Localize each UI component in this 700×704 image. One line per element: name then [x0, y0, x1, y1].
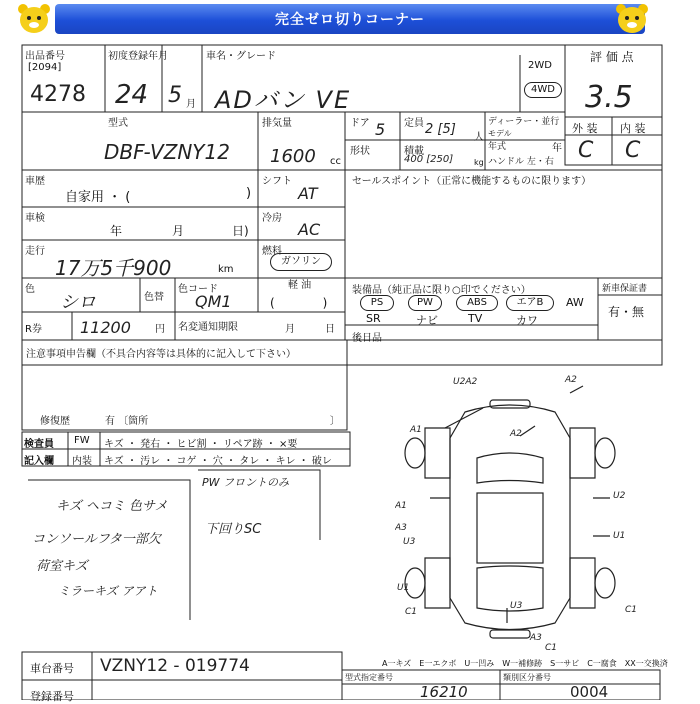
- warranty-label: 新車保証書: [602, 284, 648, 294]
- equip-sr: SR: [366, 312, 381, 325]
- model-label: 型式: [108, 118, 128, 129]
- drive-2wd: 2WD: [528, 60, 552, 71]
- score-value: 3.5: [585, 80, 633, 115]
- dealer-label: ディーラー・並行: [488, 117, 560, 127]
- color-code: QM1: [195, 292, 232, 311]
- shape-label: 形状: [350, 146, 370, 157]
- mark-a1-front: A1: [410, 425, 422, 435]
- mark-c1-right: C1: [625, 605, 638, 615]
- notice-day: 日: [325, 324, 335, 335]
- capacity-label: 定員: [404, 118, 424, 129]
- equip-airbag: エアB: [506, 295, 554, 311]
- cooling-label: 冷房: [262, 213, 282, 224]
- damage-legend: A一キズ E一エクボ U一凹み W一補修跡 S一サビ C一腐食 XX一交換済: [382, 659, 668, 668]
- handle-label: ハンドル 左・右: [488, 157, 554, 167]
- repair-value: 有 〔箇所: [105, 416, 149, 427]
- inspector-fw: FW: [74, 435, 90, 446]
- equipment-label: 装備品（純正品に限り○印でください）: [352, 285, 531, 296]
- inspection-year: 年: [110, 224, 123, 238]
- warranty-value: 有・無: [608, 305, 645, 319]
- mark-c1-left: C1: [405, 607, 418, 617]
- mark-a2-top: A2: [565, 375, 577, 385]
- recycle-label: R券: [25, 324, 42, 335]
- reg-month: 5: [168, 83, 182, 108]
- car-damage-diagram: [395, 368, 655, 658]
- fuel-paren: ( ): [270, 296, 328, 310]
- mark-u1-left: U1: [397, 583, 410, 593]
- selling-points-label: セールスポイント（正常に機能するものに限ります）: [352, 176, 592, 187]
- note-right-top: PW フロントのみ: [202, 476, 290, 489]
- mark-a3: A3: [395, 523, 407, 533]
- color-label: 色: [25, 284, 35, 295]
- mark-u3-rear: U3: [510, 601, 523, 611]
- car-label: 車名・グレード: [206, 51, 276, 62]
- mark-a1-side: A1: [395, 501, 407, 511]
- lot-label: 出品番号: [25, 51, 65, 62]
- inspector-interior: 内装: [72, 456, 92, 467]
- inspector-label1: 検査員: [24, 439, 54, 450]
- mark-u1-right: U1: [613, 531, 626, 541]
- note-left-3: 荷室キズ: [36, 559, 88, 574]
- fuel-label: 燃料: [262, 246, 282, 257]
- load-unit: kg: [474, 158, 484, 167]
- reg-year: 24: [115, 80, 149, 110]
- mark-c1-rear: C1: [545, 643, 558, 653]
- history-value: 自家用 ・ (: [65, 190, 131, 205]
- color-value: シロ: [60, 292, 96, 313]
- mileage-unit: km: [218, 264, 234, 275]
- doors-label: ドア: [350, 118, 370, 129]
- inspector-label2: 記入欄: [24, 456, 54, 467]
- chassis-label: 車台番号: [30, 662, 74, 675]
- exterior-label: 外 装: [572, 122, 598, 135]
- equip-leather: カワ: [516, 314, 538, 327]
- shift-value: AT: [298, 184, 318, 203]
- header-title: 完全ゼロ切りコーナー: [275, 12, 425, 28]
- class-value: 0004: [570, 683, 609, 701]
- equip-abs: ABS: [456, 295, 498, 311]
- inspector-int-items: キズ ・ 汚レ ・ コゲ ・ 穴 ・ タレ ・ キレ ・ 破レ: [104, 456, 332, 467]
- mark-u3-side: U3: [403, 537, 416, 547]
- note-left-2: コンソールフタ一部欠: [32, 532, 161, 547]
- mark-a2-hood: A2: [510, 429, 522, 439]
- model-value: DBF-VZNY12: [104, 140, 230, 164]
- engine-value: 1600: [270, 146, 316, 167]
- engine-label: 排気量: [262, 118, 292, 129]
- capacity-unit: 人: [474, 132, 484, 143]
- recycle-unit: 円: [155, 324, 165, 335]
- capacity-value: 2 [5]: [425, 122, 456, 137]
- interior-label: 内 装: [620, 122, 646, 135]
- shift-label: シフト: [262, 176, 292, 187]
- notice-month: 月: [285, 324, 295, 335]
- designation-label: 型式指定番号: [345, 673, 393, 682]
- load-label: 積載: [404, 146, 424, 157]
- repair-label: 修復歴: [40, 416, 70, 427]
- exterior-grade: C: [578, 138, 594, 163]
- equip-ps: PS: [360, 295, 394, 311]
- car-name: ADバン VE: [215, 86, 352, 114]
- lot-number: 4278: [30, 82, 86, 107]
- equip-navi: ナビ: [416, 314, 438, 327]
- note-right-mid: 下回りSC: [205, 522, 262, 537]
- registration-label: 登録番号: [30, 690, 74, 703]
- mark-u2: U2: [613, 491, 626, 501]
- reg-month-unit: 月: [186, 99, 196, 110]
- after-label: 後日品: [352, 333, 382, 344]
- recycle-value: 11200: [80, 318, 131, 337]
- mileage-value: 17万5千900: [55, 256, 172, 280]
- caution-label: 注意事項申告欄（不具合内容等は具体的に記入して下さい）: [26, 349, 296, 360]
- equip-tv: TV: [468, 312, 483, 325]
- drive-4wd-circled: 4WD: [524, 82, 562, 98]
- color-changed-label: 色替: [144, 292, 164, 303]
- history-label: 車歴: [25, 176, 45, 187]
- mark-u2a2: U2A2: [453, 377, 478, 387]
- designation-value: 16210: [420, 683, 468, 701]
- model-year-unit: 年: [552, 143, 562, 154]
- chassis-value: VZNY12 - 019774: [100, 656, 250, 676]
- repair-close: 〕: [330, 416, 340, 427]
- inspection-month: 月: [172, 224, 185, 238]
- score-label: 評 価 点: [590, 50, 634, 64]
- notice-label: 名変通知期限: [178, 322, 238, 333]
- inspection-day: 日): [232, 224, 249, 238]
- inspection-label: 車検: [25, 213, 45, 224]
- equip-aw: AW: [566, 296, 584, 309]
- model-year-label2: 年式: [488, 142, 507, 152]
- fuel-diesel: 軽 油: [288, 280, 312, 291]
- cooling-value: AC: [298, 220, 321, 239]
- class-label: 類別区分番号: [503, 673, 551, 682]
- model-year-label1: モデル: [488, 129, 512, 138]
- reg-label: 初度登録年月: [108, 51, 168, 62]
- doors-value: 5: [375, 120, 386, 139]
- mark-a3-rear: A3: [530, 633, 542, 643]
- mileage-label: 走行: [25, 246, 45, 257]
- note-left-4: ミラーキズ アアト: [58, 584, 158, 598]
- load-value: 400 [250]: [404, 154, 454, 165]
- note-left-1: キズ ヘコミ 色サメ: [56, 499, 168, 514]
- equip-pw: PW: [408, 295, 442, 311]
- engine-unit: cc: [330, 156, 341, 167]
- history-close: ): [246, 186, 252, 201]
- inspector-fw-items: キズ ・ 発右 ・ ヒビ割 ・ リペア跡 ・ ×要: [104, 439, 298, 450]
- lot-session: [2094]: [28, 62, 62, 73]
- color-code-label: 色コード: [178, 284, 218, 295]
- interior-grade: C: [625, 138, 641, 163]
- fuel-gasoline-circled: ガソリン: [270, 253, 332, 271]
